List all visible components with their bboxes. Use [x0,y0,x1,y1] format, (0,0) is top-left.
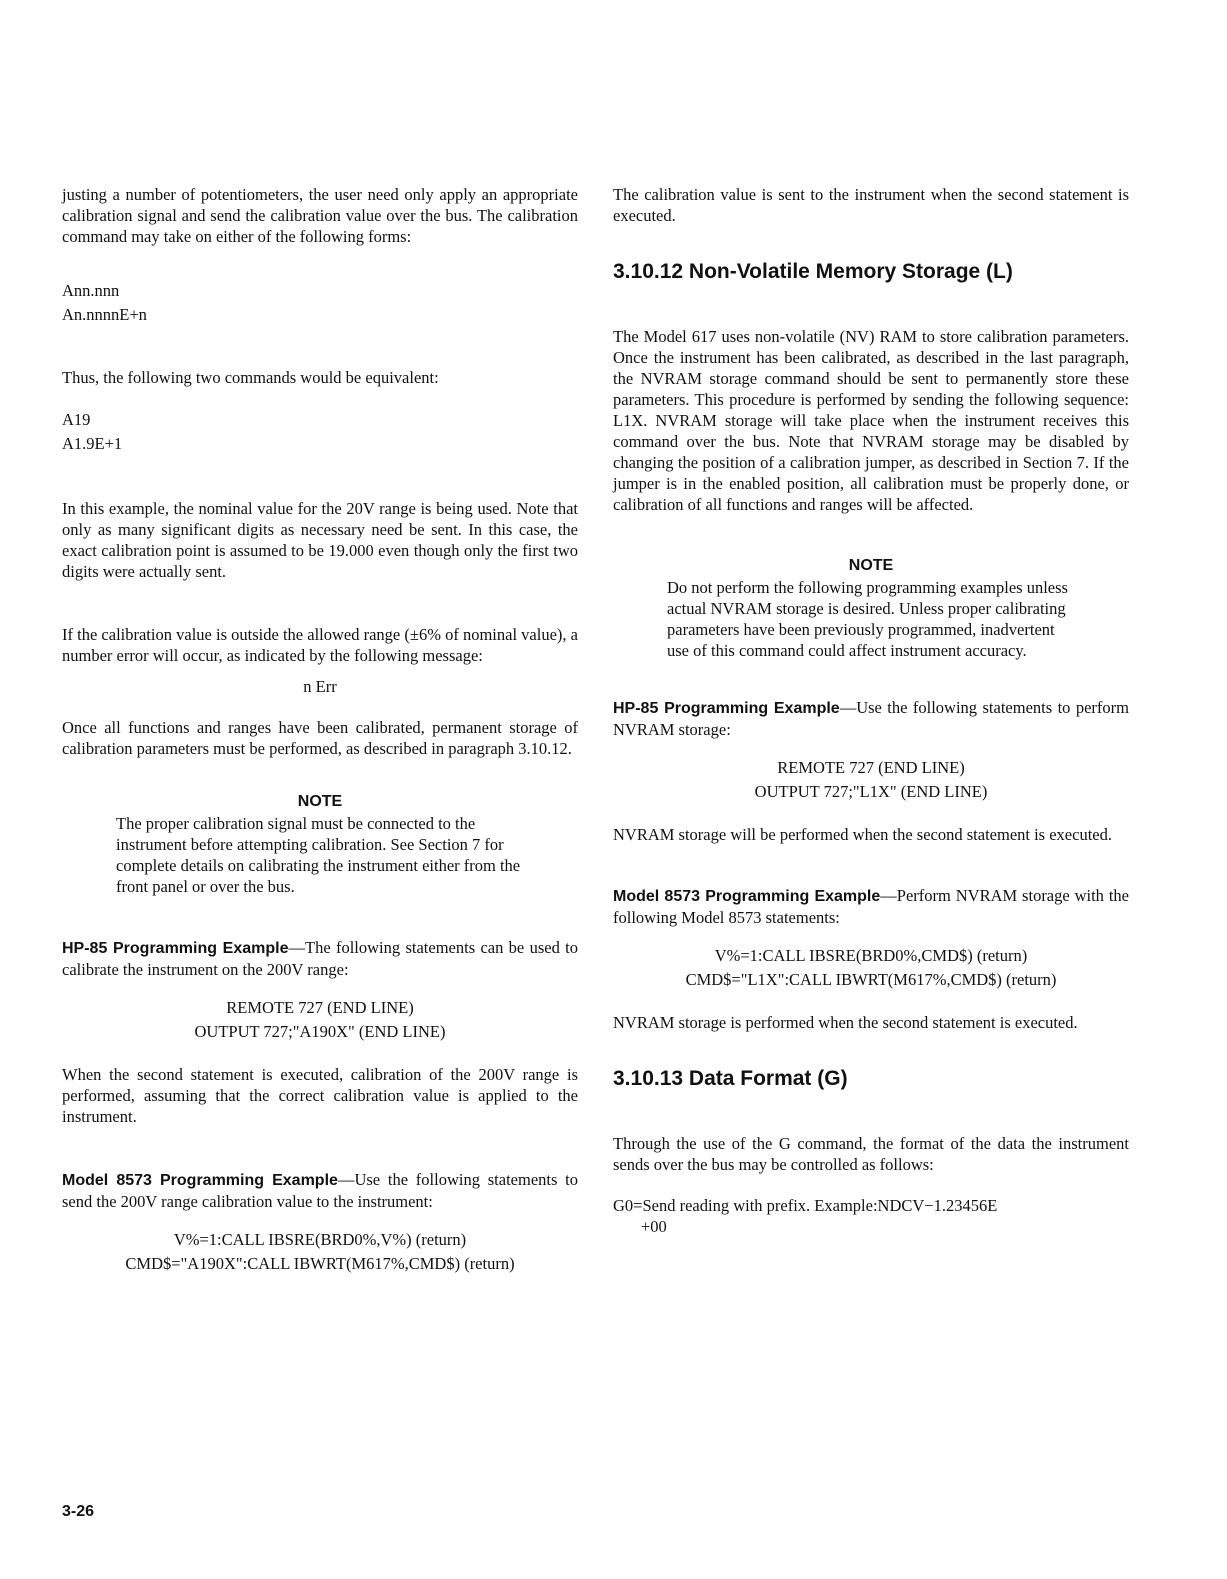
right-hp85-code-2: OUTPUT 727;"L1X" (END LINE) [754,782,988,801]
left-column [62,184,578,1276]
left-8573-code-2: CMD$="A190X":CALL IBWRT(M617%,CMD$) (return) [125,1254,515,1273]
error-message: n Err [303,677,337,696]
right-paragraph-3: NVRAM storage will be performed when the second statement is executed. [613,825,1112,844]
left-hp85-example [62,937,578,980]
right-8573-example [613,885,1129,928]
page-number: 3-26 [62,1503,95,1520]
g0-description: G0=Send reading with prefix. Example:NDCV−1.23456E [613,1196,998,1215]
left-hp85-code-1: REMOTE 727 (END LINE) [226,998,414,1017]
section-heading-nvram: 3.10.12 Non-Volatile Memory Storage (L) [613,260,1013,283]
form-2: An.nnnnE+n [62,305,147,324]
right-8573-code-1: V%=1:CALL IBSRE(BRD0%,CMD$) (return) [714,946,1028,965]
left-note-title: NOTE [297,793,343,810]
right-hp85-text: —Use the following statements to perform NVRAM storage: [613,698,1129,739]
left-8573-example [62,1169,578,1212]
form-1: Ann.nnn [62,281,120,300]
right-paragraph-2: The Model 617 uses non-volatile (NV) RAM to store calibration parameters. Once the instrument has been calibrated, as described in the last paragraph, the NVRAM storage command should be sent to permanently store these parameters. This procedure is performed by sending the following sequence: L1X. NVRAM storage will take place when the instrument receives this command over the bus. Note that NVRAM storage may be disabled by changing the position of a calibration jumper, as described in Section 7. If the jumper is in the enabled position, all calibration must be properly done, or calibration of all functions and ranges will be affected. [613,327,1129,514]
right-8573-heading: Model 8573 Programming Example [613,888,881,905]
left-hp85-heading: HP-85 Programming Example [62,940,289,957]
g0-description-continued: +00 [641,1217,667,1236]
example-1: A19 [62,410,91,429]
left-note-body: The proper calibration signal must be connected to the instrument before attempting calibration. See Section 7 for complete details on calibrating the instrument either from the front panel or over the bus. [116,814,521,896]
left-paragraph-1: justing a number of potentiometers, the user need only apply an appropriate calibration signal and send the calibration value over the bus. The calibration command may take on either of the following forms: [62,185,578,246]
left-8573-code-1: V%=1:CALL IBSRE(BRD0%,V%) (return) [173,1230,467,1249]
right-8573-text: —Perform NVRAM storage with the following Model 8573 statements: [613,886,1129,927]
right-hp85-heading: HP-85 Programming Example [613,700,840,717]
left-paragraph-2: Thus, the following two commands would be equivalent: [62,368,439,387]
right-paragraph-1: The calibration value is sent to the instrument when the second statement is executed. [613,185,1129,225]
right-paragraph-4: NVRAM storage is performed when the second statement is executed. [613,1013,1078,1032]
left-8573-heading: Model 8573 Programming Example [62,1172,338,1189]
left-paragraph-6: When the second statement is executed, calibration of the 200V range is performed, assuming that the correct calibration value is applied to the instrument. [62,1065,578,1126]
right-hp85-example [613,697,1129,740]
example-2: A1.9E+1 [62,434,123,453]
right-note-body: Do not perform the following programming examples unless actual NVRAM storage is desired. Unless proper calibrating parameters have been previously programmed, inadvertent use of this command could affect instrument accuracy. [667,578,1068,660]
left-hp85-code-2: OUTPUT 727;"A190X" (END LINE) [194,1022,446,1041]
right-paragraph-5: Through the use of the G command, the format of the data the instrument sends over the bus may be controlled as follows: [613,1134,1129,1174]
section-heading-data-format: 3.10.13 Data Format (G) [613,1067,848,1090]
right-note-title: NOTE [848,557,894,574]
left-paragraph-5: Once all functions and ranges have been calibrated, permanent storage of calibration parameters must be performed, as described in paragraph 3.10.12. [62,718,578,758]
right-column [613,184,1129,1237]
left-paragraph-4: If the calibration value is outside the allowed range (±6% of nominal value), a number error will occur, as indicated by the following message: [62,625,578,665]
right-hp85-code-1: REMOTE 727 (END LINE) [777,758,965,777]
right-8573-code-2: CMD$="L1X":CALL IBWRT(M617%,CMD$) (return) [685,970,1057,989]
left-hp85-text: —The following statements can be used to calibrate the instrument on the 200V range: [62,938,578,979]
left-8573-text: —Use the following statements to send the 200V range calibration value to the instrument: [62,1170,579,1211]
left-paragraph-3: In this example, the nominal value for the 20V range is being used. Note that only as many significant digits as necessary need be sent. In this case, the exact calibration point is assumed to be 19.000 even though only the first two digits were actually sent. [62,499,578,581]
